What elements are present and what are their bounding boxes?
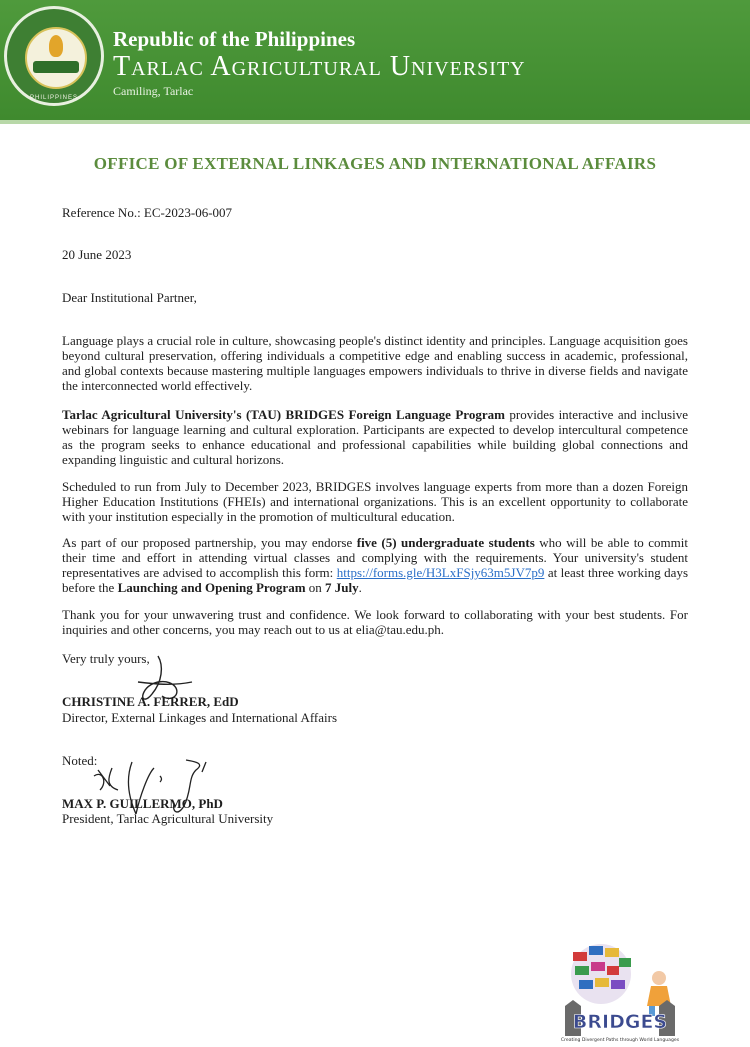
- letterhead-text: [113, 27, 526, 99]
- signatory-1-title: Director, External Linkages and International Affairs: [62, 710, 338, 725]
- paragraph-3-text: Scheduled to run from July to December 2023, BRIDGES involves language experts from more than a dozen Foreign Higher Education Institutions (FHEIs) and international organizations. This is an excellent opportunity to collaborate with your institution especially in the promotion of multicultural education.: [62, 479, 688, 524]
- event-name: Launching and Opening Program: [117, 580, 306, 595]
- office-title: OFFICE OF EXTERNAL LINKAGES AND INTERNATIONAL AFFAIRS: [93, 154, 657, 173]
- bridges-program-logo: [555, 940, 685, 1045]
- university-location: Camiling, Tarlac: [113, 84, 194, 98]
- paragraph-2-text: [62, 407, 688, 467]
- bridges-logo-wordmark: BRIDGES: [572, 1011, 668, 1033]
- event-date: 7 July: [325, 580, 359, 595]
- student-quota: five (5) undergraduate students: [356, 535, 535, 550]
- p4-part-a: As part of our proposed partnership, you may endorse: [62, 535, 357, 550]
- paragraph-3: [62, 479, 688, 524]
- p4-part-f: on: [305, 580, 326, 595]
- closing: Very truly yours,: [62, 651, 150, 666]
- paragraph-1: [62, 333, 688, 393]
- country-name: Republic of the Philippines: [113, 27, 356, 51]
- paragraph-5: [62, 607, 688, 637]
- paragraph-1-text: Language plays a crucial role in culture, showcasing people's distinct identity and principles. Language acquisition goes beyond cultural preservation, offering individuals a competitive edge and enabling success in academic, professional, and global contexts because mastering multiple languages empowers individuals to thrive in diverse fields and navigate the interconnected world effectively.: [62, 333, 688, 393]
- p4-part-d: at least three working days before the: [62, 565, 688, 595]
- paragraph-5-text: Thank you for your unwavering trust and confidence. We look forward to collaborating with your best students. For inquiries and other concerns, you may reach out to us at elia@tau.edu.ph.: [62, 607, 688, 637]
- letterhead-divider: [0, 120, 750, 124]
- salutation: Dear Institutional Partner,: [62, 290, 197, 305]
- university-name: Tarlac Agricultural University: [113, 51, 526, 82]
- university-seal-icon: [4, 6, 104, 106]
- torch-flame-icon: [49, 35, 63, 57]
- paragraph-2-rest: provides interactive and inclusive webinars for language learning and cultural exploration. Participants are expected to develop intercultural competence as the program seeks to enhance educational and professional capabilities while building global connections and expanding linguistic and cultural horizons.: [62, 407, 688, 467]
- letterhead-banner: [0, 0, 750, 120]
- registration-form-link[interactable]: https://forms.gle/H3LxFSjy63m5JV7p9: [336, 565, 545, 580]
- p4-part-c: who will be able to commit their time and effort in attending virtual classes and complying with the requirements. Your university's student representatives are advised to accomplish this form:: [62, 535, 688, 580]
- p4-part-h: .: [358, 580, 362, 595]
- signatory-1-name: CHRISTINE A. FERRER, EdD: [62, 694, 239, 709]
- seal-band: [33, 61, 79, 73]
- paragraph-4: [62, 535, 688, 595]
- signatory-2-name: MAX P. GUILLERMO, PhD: [62, 796, 223, 811]
- paragraph-4-text: [62, 535, 688, 595]
- reference-number: Reference No.: EC-2023-06-007: [62, 205, 233, 220]
- noted-label: Noted:: [62, 753, 98, 768]
- bridges-logo-tagline: Creating Divergent Paths through World Languages: [560, 1038, 680, 1043]
- program-name: Tarlac Agricultural University's (TAU) BRIDGES Foreign Language Program: [62, 407, 505, 422]
- signatory-2-title: President, Tarlac Agricultural University: [62, 811, 274, 826]
- letter-date: 20 June 2023: [62, 247, 132, 262]
- seal-emblem: [25, 27, 87, 89]
- seal-text: PHILIPPINES: [29, 95, 78, 101]
- paragraph-2: [62, 407, 688, 467]
